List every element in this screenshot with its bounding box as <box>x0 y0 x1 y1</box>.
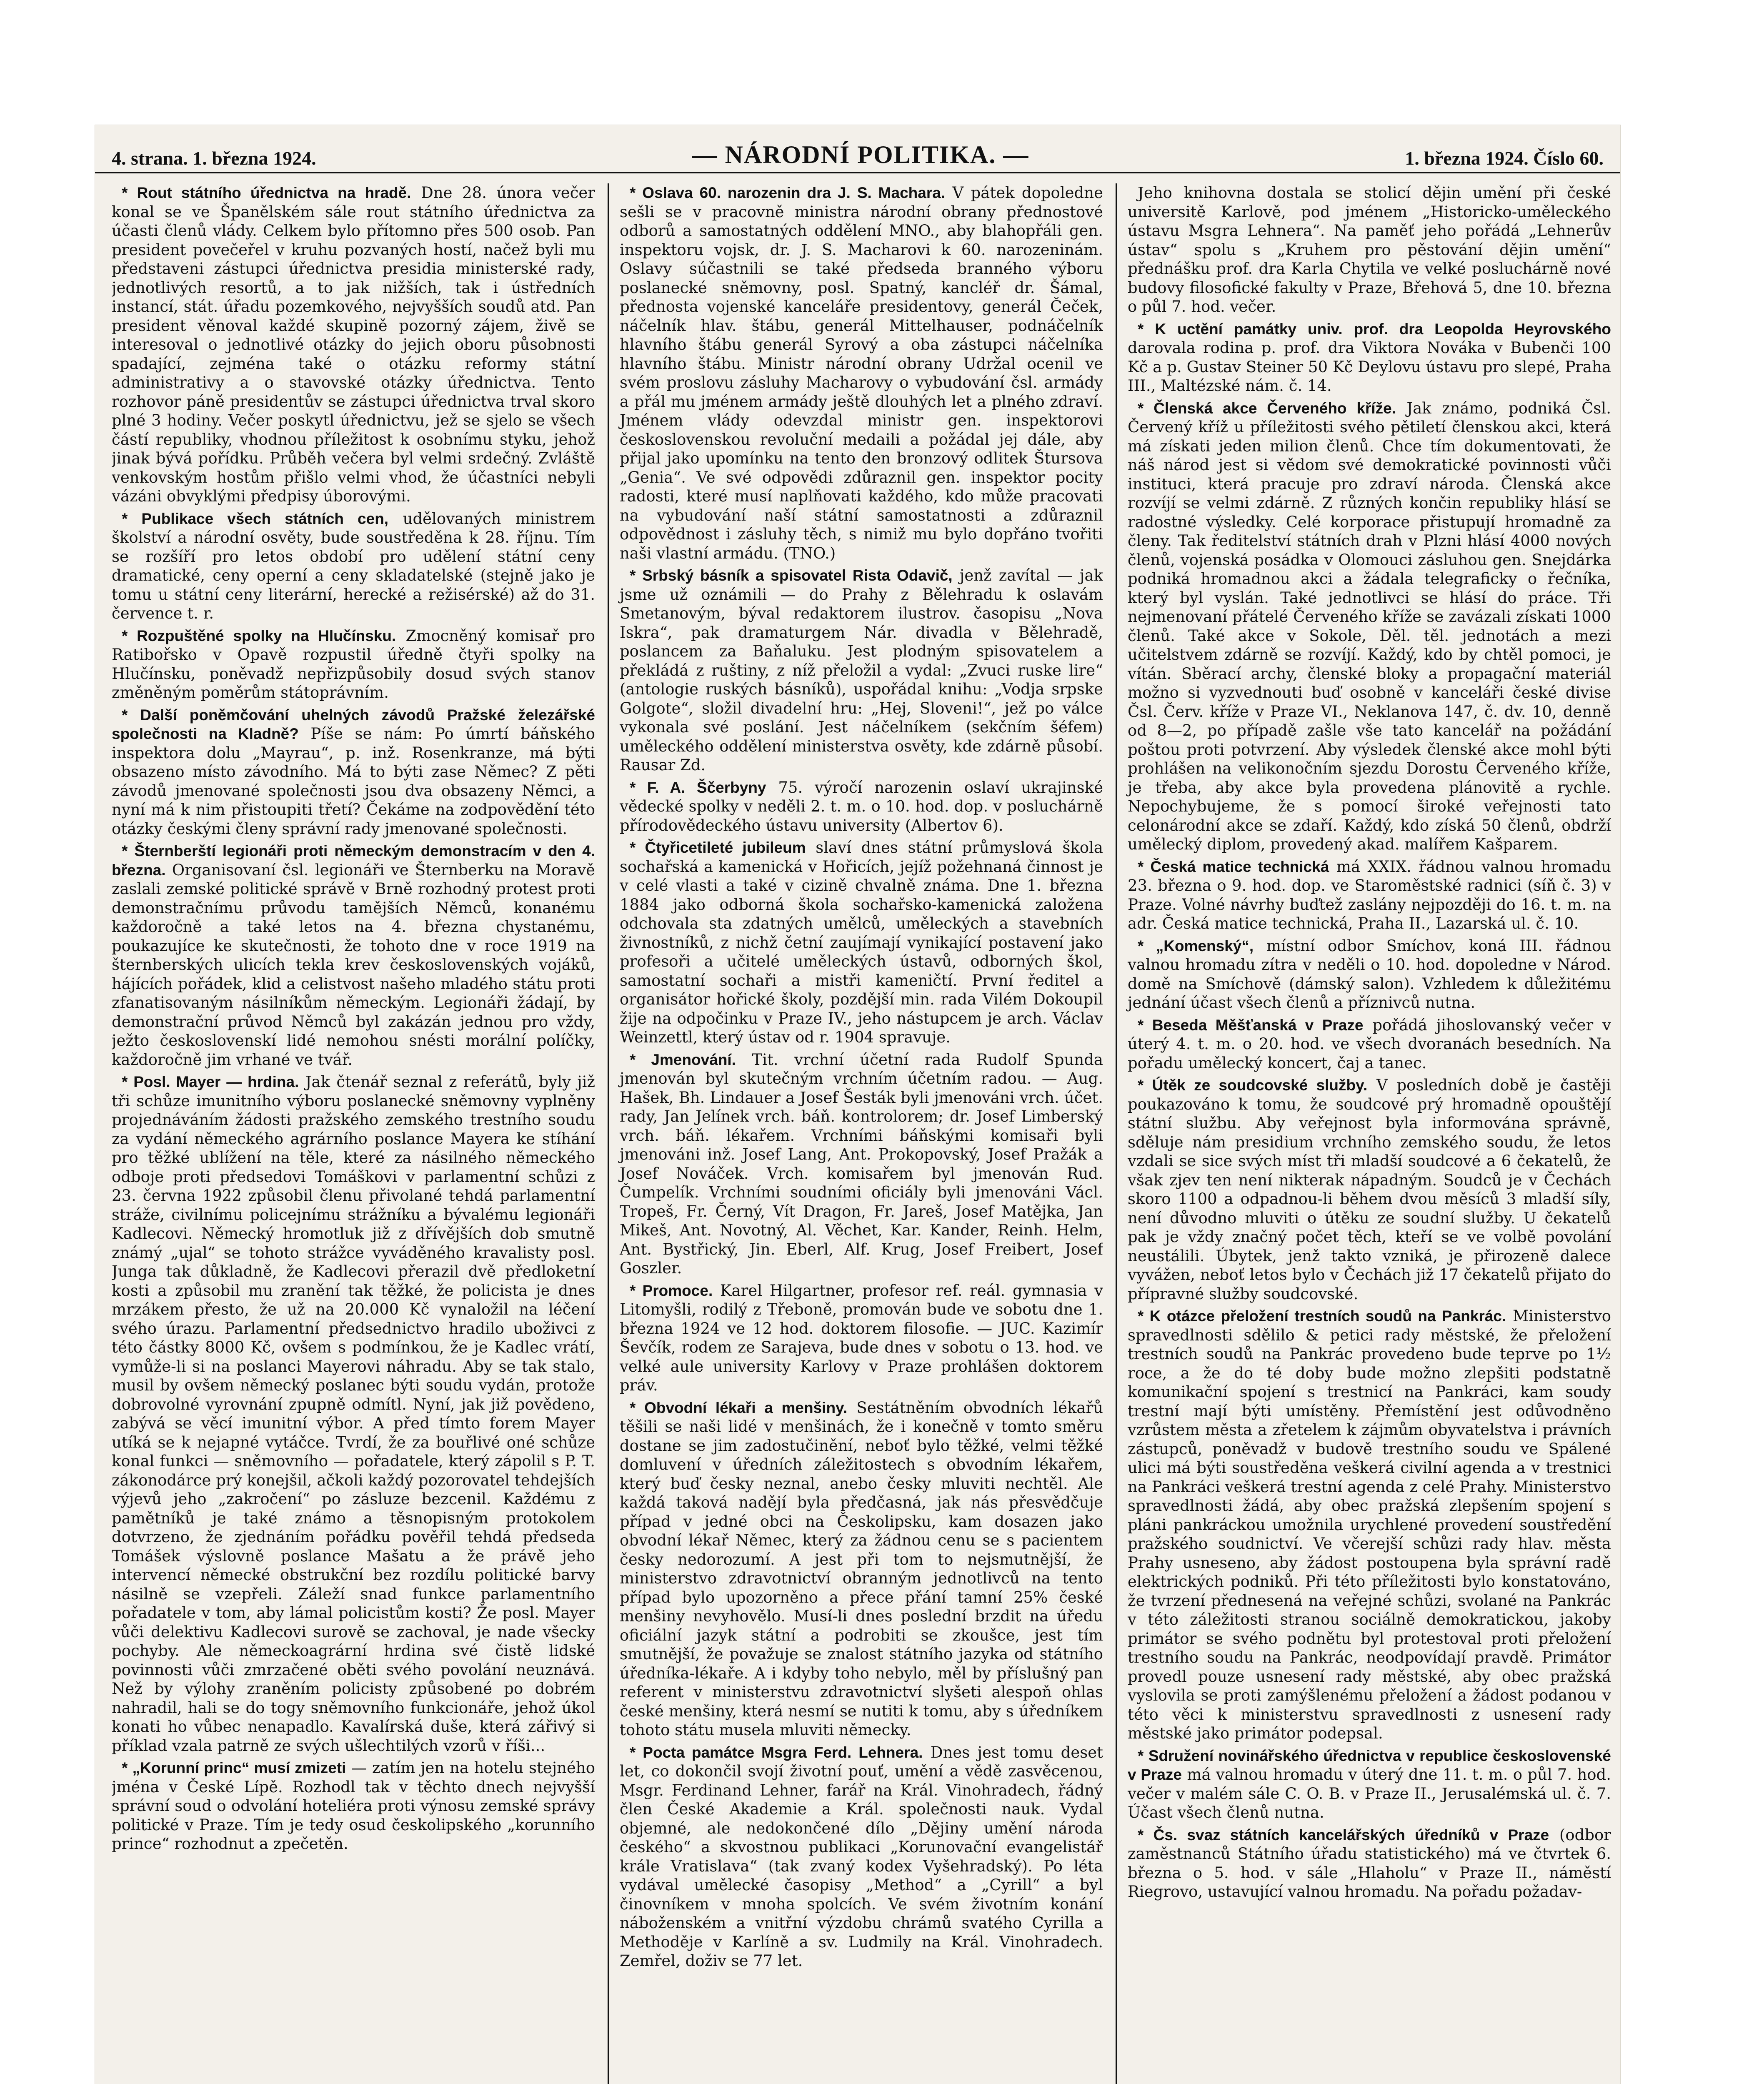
article-text: darovala rodina p. prof. dra Viktora Nováka v Bubenči 100 Kč a p. Gustav Steiner 50 Kč Deylovu ústavu pro slepé, Praha III., Maltézské nám. č. 14. <box>1128 339 1611 395</box>
article <box>1128 1746 1611 1822</box>
article-text: 75. výročí narozenin oslaví ukrajinské vědecké spolky v neděli 2. t. m. o 10. hod. dop. v posluchárně přírodovědeckého ústavu university (Albertov 6). <box>620 778 1103 834</box>
article-text: — zatím jen na hotelu stejného jména v České Lípě. Rozhodl tak v těchto dnech nejvyšší správní soud o odvolání hoteliéra proti výnosu zemské správy politické v Praze. Tím je tedy osud českolipského „korunního prince“ rozhodnut a zpečetěn. <box>112 1759 595 1853</box>
article <box>112 1758 595 1854</box>
article <box>1128 1826 1611 1901</box>
article-text: Tit. vrchní účetní rada Rudolf Spunda jmenován byl skutečným vrchním účetním radou. — Aug. Hašek, Bh. Lindauer a Josef Šesták byli jmenováni vrch. účet. rady, Jan Jelínek vrch. báň. kontrolorem; dr. Josef Limberský vrch. báň. lékařem. Vrchními báňskými komisaři byli jmenováni inž. Josef Lang, Ant. Prokopovský, Josef Pražák a Josef Nováček. Vrch. komisařem byl jmenován Rud. Čumpelík. Vrchními soudními oficiály byli jmenováni Václ. Tropeš, Fr. Černý, Vít Dragon, Fr. Jareš, Josef Matějka, Jan Mikeš, Ant. Novotný, Al. Věchet, Kar. Kander, Reinh. Helm, Ant. Bystřický, Jin. Eberl, Alf. Krug, Josef Freibert, Josef Goszler. <box>620 1050 1103 1277</box>
article <box>112 842 595 1069</box>
article-text: Jeho knihovna dostala se stolicí dějin umění při české universitě Karlově, pod jménem „Historicko-uměleckého ústavu Msgra Lehnera“. Na paměť jeho pořádá „Lehnerův ústav“ spolu s „Kruhem pro pěstování dějin umění“ přednášku prof. dra Karla Chytila ve velké posluchárně nové budovy filosofické fakulty v Praze, Břehová 5, dne 10. března o půl 7. hod. večer. <box>1128 184 1611 316</box>
article-text: Karel Hilgartner, profesor ref. reál. gymnasia v Litomyšli, rodilý z Třeboně, promován bude ve sobotu dne 1. března 1924 ve 12 hod. doktorem filosofie. — JUC. Kazimír Ševčík, rodem ze Sarajeva, bude dnes v sobotu o 13. hod. ve velké aule university Karlovy v Praze prohlášen doktorem práv. <box>620 1281 1103 1394</box>
article-heading: * Členská akce Červeného kříže. <box>1138 399 1396 417</box>
article-heading: * Publikace všech státních cen, <box>122 510 389 527</box>
article-heading: * Promoce. <box>630 1282 713 1299</box>
article <box>1128 320 1611 396</box>
header-page-date: 4. strana. 1. března 1924. <box>112 148 316 169</box>
article-text: Dne 28. února večer konal se ve Španělském sále rout státního úřednictva za účasti členů vlády. Celkem bylo přítomno přes 500 osob. Pan president povečeřel v kruhu pozvaných hostí, načež byli mu představeni zástupci úřednictva presidia ministerské rady, jednotlivých resortů, a to jak nižších, tak i ústředních instancí, stát. úřadu pozemkového, nejvyšších soudů atd. Pan president věnoval každé skupině pozorný zájem, živě se interesoval o jednotlivé otázky do jejich oboru působnosti spadající, zejména také o otázku reformy státní administrativy a o stavovské otázky úřednictva. Tento rozhovor páně presidentův se zástupci úřednictva trval skoro plné 3 hodiny. Večer poskytl úřednictvu, jež se sjelo se všech částí republiky, vhodnou příležitost k osobnímu styku, jehož jinak bývá pořídku. Průběh večera byl velmi srdečný. Zvláště venkovským hostům přišlo velmi vhod, že účastníci nebyli vázáni obvyklými předpisy úborovými. <box>112 184 595 505</box>
header-date-issue: 1. března 1924. Číslo 60. <box>1405 148 1604 169</box>
article-heading: * Rozpuštěné spolky na Hlučínsku. <box>122 627 396 644</box>
article-text: má valnou hromadu v úterý dne 11. t. m. o půl 7. hod. večer v malém sále C. O. B. v Praze II., Jerusalémská ul. č. 7. Účast všech členů nutna. <box>1128 1766 1611 1821</box>
article-heading: * K otázce přeložení trestních soudů na Pankrác. <box>1138 1308 1506 1325</box>
article-heading: * Jmenování. <box>630 1051 736 1068</box>
article-heading: * Rout státního úřednictva na hradě. <box>122 184 411 201</box>
article <box>1128 1016 1611 1073</box>
article-heading: * K uctění památky univ. prof. dra Leopolda Heyrovského <box>1138 320 1611 338</box>
article-heading: * Čs. svaz státních kancelářských úředníků v Praze <box>1138 1826 1549 1844</box>
article <box>620 1743 1103 1971</box>
article <box>112 626 595 702</box>
article-heading: * Čtyřicetileté jubileum <box>630 839 806 856</box>
article-text: Sestátněním obvodních lékařů těšili se naši lidé v menšinách, že i konečně v tomto směru dostane se jim zadostučinění, neboť bylo těžké, velmi těžké domluvení v úředních záležitostech s obvodním lékařem, který buď česky neznal, anebo česky mluviti nechtěl. Ale každá taková nadějí byla předčasná, jak nás přesvědčuje případ v jedné obci na Českolipsku, kam dosazen jako obvodní lékař Němec, který za žádnou cenu se s pacientem česky nedorozumí. A jest při tom to nejsmutnější, že ministerstvo zdravotnictví obranným jednotlivců na tento případ bylo upozorněno a přece přání tamní 25% české menšiny nevyhovělo. Musí-li dnes poslední brzdit na úředu oficiální jazyk státní a podrobiti se zkoušce, jest tím smutnější, že považuje se znalost státního jazyka od státního úředníka-lékaře. A i kdyby toho nebylo, měl by příslušný pan referent v ministerstvu zdravotnictví slyšeti alespoň ohlas české menšiny, která nesmí se nutiti k tomu, aby s úředníkem tohoto státu musela mluviti německy. <box>620 1398 1103 1739</box>
newspaper-page <box>95 125 1620 2084</box>
article-heading: * Česká matice technická <box>1138 858 1329 875</box>
article-heading: * Oslava 60. narozenin dra J. S. Machara. <box>630 184 946 201</box>
article-text: udělovaných ministrem školství a národní osvěty, bude soustředěna k 28. říjnu. Tím se rozšíří pro letos období pro udělení státní ceny dramatické, ceny operní a ceny skladatelské (stejně jako je tomu u státní ceny literární, herecké a režisérské) až do 31. července t. r. <box>112 509 595 622</box>
article <box>1128 1076 1611 1303</box>
article <box>620 183 1103 563</box>
article <box>1128 399 1611 854</box>
article <box>1128 183 1611 316</box>
article-text: Píše se nám: Po úmrtí báňského inspektora dolu „Mayrau“, p. inž. Rosenkranze, má býti obsazeno místo závodního. Má to býti zase Němec? Z pěti závodů jmenované společnosti jsou dva obsazeny Němci, a nyní má k nim přistoupiti třetí? Čekáme na zodpovědění této otázky českými členy správní rady jmenované společnosti. <box>112 725 595 838</box>
article <box>620 566 1103 775</box>
article-heading: * „Komenský“, <box>1138 937 1254 954</box>
article-heading: * Útěk ze soudcovské služby. <box>1138 1077 1368 1094</box>
article-text: má XXIX. řádnou valnou hromadu 23. března o 9. hod. dop. ve Staroměstské radnici (síň č. 3) v Praze. Volné návrhy buďtež zaslány nejpozději do 16. t. m. na adr. Česká matice technická, Praha II., Lazarská ul. č. 10. <box>1128 857 1611 932</box>
article-heading: * F. A. Ščerbyny <box>630 779 766 796</box>
page-header <box>95 136 1620 169</box>
article-text: V pátek dopoledne sešli se v pracovně ministra národní obrany přednostové odborů a samostatných oddělení MNO., aby blahopřáli gen. inspektoru vojsk, dr. J. S. Macharovi k 60. narozeninám. Oslavy súčastnili se také předseda branného výboru poslanecké sněmovny, posl. Spatný, kancléř dr. Šámal, přednosta vojenské kanceláře presidentovy, generál Čeček, náčelník hlav. štábu, generál Mittelhauser, podnáčelník hlavního štábu generál Syrový a oba zástupci náčelníka hlavního štábu. Ministr národní obrany Udržal ocenil ve svém proslovu zásluhy Macharovy o vybudování čsl. armády a přál mu jménem armády ještě dlouhých let a plného zdraví. Jménem vlády odevzdal ministr gen. inspektorovi československou revoluční medaili a požádal jej dále, aby přijal jako upomínku na tento den bronzový odlitek Štursova „Genia“. Ve své odpovědi zdůraznil gen. inspektor pocity radosti, které musí naplňovati každého, kdo může pracovati na vybudování naší státní samostatnosti a zdůraznil odpovědnost i zásluhy těch, s nimiž mu bylo dopřáno tvořiti naši vlastní armádu. (TNO.) <box>620 184 1103 562</box>
article <box>112 183 595 506</box>
article <box>620 1050 1103 1278</box>
article-text: Jak známo, podniká Čsl. Červený kříž u příležitosti svého pětiletí členskou akci, která má získati jeden milion členů. Chce tím dokumentovati, že náš národ jest si vědom své demokratické povinnosti vůči instituci, která pracuje pro zdraví národa. Členská akce rozvíjí se velmi zdárně. Z různých končin republiky hlásí se radostné výsledky. Celé korporace přistupují hromadně za členy. Tak ředitelství státních drah v Plzni hlásí 4000 nových členů, vojenská posádka v Olomouci zásluhou gen. Snejdárka podniká hromadnou akci a žádala telegraficky o řečníka, který byl vyslán. Také jednotlivci se hlásí do práce. Tři nejmenovaní přátelé Červeného kříže se zavázali získati 1000 členů. Také akce v Sokole, Děl. těl. jednotách a mezi učitelstvem zdárně se rozvíjí. Každý, kdo by chtěl pomoci, je vítán. Sběrací archy, členské bloky a propagační materiál možno si vyzvednouti buď osobně v kanceláři české divise Čsl. Červ. kříže v Praze VI., Neklanova 147, č. dv. 10, denně od 8—2, po případě zašle vše tato kancelář na požádání poštou proti potvrzení. Aby výsledek členské akce mohl býti prohlášen na velikonočním sjezdu Dorostu Červeného kříže, je třeba, aby akce byla provedena plánovitě a rychle. Nepochybujeme, že s pomocí široké veřejnosti tato celonárodní akce se zdaří. Každý, kdo získá 50 členů, obdrží umělecký diplom, provedený akad. malířem Kašparem. <box>1128 399 1611 853</box>
article <box>620 1398 1103 1740</box>
article-text: Dnes jest tomu deset let, co dokončil svojí životní pouť, umění a vědě zasvěcenou, Msgr. Ferdinand Lehner, farář na Král. Vinohradech, řádný člen České Akademie a Král. společnosti nauk. Vydal objemné, ale nedokončené dílo „Dějiny umění národa českého“ a skvostnou publikaci „Korunovační evangelistář krále Vratislava“ (tak zvaný kodex Vyšehradský). Po léta vydával umělecké časopisy „Method“ a „Cyrill“ a byl činovníkem v mnoha spolcích. Ve svém životním konání náboženském a vnitřní výzdobu chrámů svatého Cyrilla a Methoděje v Karlíně a sv. Ludmily na Král. Vinohradech. Zemřel, doživ se 77 let. <box>620 1743 1103 1970</box>
article-heading: * Obvodní lékaři a menšiny. <box>630 1399 848 1416</box>
article <box>1128 937 1611 1012</box>
article <box>112 1072 595 1755</box>
newspaper-title: — NÁRODNÍ POLITIKA. — <box>692 141 1029 168</box>
article-heading: * Beseda Měšťanská v Praze <box>1138 1016 1364 1034</box>
article-text: pořádá jihoslovanský večer v úterý 4. t. m. o 20. hod. ve všech dvoranách besedních. Na pořadu umělecký koncert, čaj a tanec. <box>1128 1016 1611 1072</box>
column-2 <box>608 183 1103 2084</box>
article-text: jenž zavítal — jak jsme už oznámili — do Prahy z Bělehradu k oslavám Smetanovým, býval redaktorem ilustrov. časopisu „Nova Iskra“, pak dramaturgem Nár. divadla v Bělehradě, poslancem za Baňaluku. Jest plodným spisovatelem a překládá z ruštiny, z níž přeložil a vydal: „Zvuci ruske lire“ (antologie ruských básníků), uspořádal knihu: „Vodja srpske Golgote“, složil divadelní hru: „Hej, Sloveni!“, jež po válce vykonala své poslání. Jest náčelníkem (sekčním šéfem) uměleckého oddělení ministerstva osvěty, kde zdárně působí. Rausar Zd. <box>620 566 1103 774</box>
article <box>1128 1307 1611 1743</box>
header-rule <box>95 172 1620 173</box>
article-text: slaví dnes státní průmyslová škola sochařská a kamenická v Hořicích, jejíž požehnaná činnost je v celé vlasti a také v cizině chvalně známa. Dne 1. března 1884 jako odborná škola sochařsko-kamenická založena odchovala sta zdatných umělců, uměleckých a stavebních živnostníků, z nichž četní zaujímají vynikající postavení jako profesoři a učitelé uměleckých ústavů, odborných škol, samostatní sochaři a mistři kameničtí. První ředitel a organisátor hořické školy, pozdější min. rada Vilém Dokoupil žije na odpočinku v Praze IV., jeho nástupcem je arch. Václav Weinzettl, který ústav od r. 1904 spravuje. <box>620 839 1103 1046</box>
article <box>620 1281 1103 1395</box>
article-text: Ministerstvo spravedlnosti sdělilo & petici rady městské, že přeložení trestních soudů na Pankrác provedeno bude teprve po 1½ roce, a že do té doby bude možno zlepšiti podstatně komunikační spojení s trestnicí na Pankráci, kam soudy trestní mají býti umístěny. Přemístění jest odůvodněno vzrůstem města a zřetelem k zájmům obyvatelstva i právních zástupců, poněvadž v budově trestního soudu ve Spálené ulici má býti soustředěna veškerá civilní agenda a v trestnici na Pankráci veškerá trestní agenda z celé Prahy. Ministerstvo spravedlnosti žádá, aby obec pražská zlepšením spojení s pláni pankráckou umožnila urychlené provedení soustředění pražského soudnictví. Ve včerejší schůzi rady hlav. města Prahy usneseno, aby žádost postoupena byla správní radě elektrických podniků. Při této příležitosti bylo konstatováno, že tvrzení přednesená na veřejné schůzi, svolané na Pankrác v této záležitosti stranou sociálně demokratickou, jakoby primátor se svého podnětu byl protestoval proti přeložení trestního soudu na Pankrác, neodpovídají pravdě. Primátor provedl pouze usnesení rady městské, aby obec pražská vyslovila se proti zamýšlenému přeložení a žádost podanou v této věci k ministerstvu spravedlnosti z usnesení rady městské jako primátor podepsal. <box>1128 1307 1611 1742</box>
article-heading: * Sdružení novinářského úřednictva v republice československé v Praze <box>1128 1747 1611 1783</box>
article-text: (odbor zaměstnanců Státního úřadu statistického) má ve čtvrtek 6. března o 5. hod. v sále „Hlaholu“ v Praze II., náměstí Riegrovo, ustavující valnou hromadu. Na pořadu požadav- <box>1128 1826 1611 1901</box>
article-heading: * Pocta památce Msgra Ferd. Lehnera. <box>630 1743 923 1761</box>
article-heading: * Šternberští legionáři proti německým demonstracím v den 4. března. <box>112 842 595 879</box>
article-text: Jak čtenář seznal z referátů, byly již tři schůze imunitního výboru poslanecké sněmovny vyplněny projednáváním žádosti pražského zemského trestního soudu za vydání německého agrárního poslance Mayera ke stíhání pro těžké ublížení na těle, které za násilného německého odboje proti předsedovi Tomáškovi v parlamentní schůzi z 23. června 1922 způsobil členu přivolané tehdá parlamentní stráže, civilnímu policejnímu strážníku a bývalému legionáři Kadlecovi. Německý hromotluk již z dřívějších dob smutně známý „ujal“ se tohoto strážce vyváděného kravalisty posl. Junga tak důkladně, že Kadlecovi přerazil dvě předloketní kosti a způsobil mu zranění tak těžké, že policista je dnes mrzákem přesto, že už na 20.000 Kč vynaložil na léčení svého úrazu. Parlamentní předsednictvo hradilo uboživci z této částky 8000 Kč, ovšem s podmínkou, že je Kadlec vrátí, vymůže-li si na poslanci Mayerovi náhradu. Aby se tak stalo, musil by ovšem německý poslanec býti soudu vydán, protože dobrovolné vyrovnání zpupně odmítl. Nyní, jak již povědeno, zabývá se věcí imunitní výbor. A před tímto forem Mayer utíká se k nejapné vytáčce. Tvrdí, že za bouřlivé oné schůze konal funkci — sněmovního — pořadatele, který zápolil s P. T. zákonodárce prý konejšil, ačkoli každý pozorovatel tehdejších výjevů jeho „zakročení“ po zásluze bezcenil. Každému z pamětníků je také známo a těsnopisným protokolem dotvrzeno, že zjednáním pořádku pověřil tehdá předseda Tomášek výslovně poslance Mašatu a že právě jeho intervencí německé obstrukční bez rozdílu politické barvy násilně se vzepřeli. Záleží snad funkce parlamentního pořadatele v tom, aby lámal policistům kosti? Že posl. Mayer vůči delektivu Kadlecovi surově se zachoval, je nade všecky pochyby. Ale německoagrární hrdina své čistě lidské povinnosti vůči zmrzačené oběti svého povolání neuznává. Než by výlohy zraněním policisty způsobené po dobrém nahradil, hali se do togy sněmovního funkcionáře, jehož úkol konati ho vůbec nenapadlo. Kavalírská duše, která zářivý si příklad vzala patrně ze svých ušlechtilých vzorů v říši... <box>112 1073 595 1755</box>
article-text: V posledních době je častěji poukazováno k tomu, že soudcové prý hromadně opouštějí státní službu. Aby veřejnost byla informována správně, sděluje nám presidium vrchního zemského soudu, že letos vzdali se sice svých míst tři mladší soudcové a 6 čekatelů, že však zjev ten není nikterak nápadným. Soudců je v Čechách skoro 1100 a odpadnou-li během dvou měsíců 3 mladší síly, není důvodno mluviti o útěku ze soudní služby. U čekatelů pak je vždy značný počet těch, kteří se ve volbě povolání neustálili. Úbytek, jenž takto vzniká, je přirozeně dalece vyvážen, neboť letos bylo v Čechách již 17 čekatelů přijato do přípravné služby soudcovské. <box>1128 1076 1611 1303</box>
article-text: Organisovaní čsl. legionáři ve Šternberku na Moravě zaslali zemské politické správě v Brně rozhodný protest proti demonstračnímu průvodu tamějších Němců, konanému každoročně a také letos na 4. března chystanému, poukazujíce ke skutečnosti, že tohoto dne v roce 1919 na šternberských ulicích tekla krev československých vojáků, hájících pořádek, klid a celistvost našeho mladého státu proti zfanatisovaným násilníkům německým. Legionáři žádají, by demonstrační průvod Němců byl zakázán jednou pro vždy, ježto československí lidé nemohou snésti morální políčky, každoročně jim vrhané ve tvář. <box>112 861 595 1069</box>
column-3 <box>1116 183 1611 2084</box>
article-text: místní odbor Smíchov, koná III. řádnou valnou hromadu zítra v neděli o 10. hod. dopoledne v Národ. domě na Smíchově (dámský salon). Vzhledem k důležitému jednání účast všech členů a příznivců nutna. <box>1128 937 1611 1012</box>
article-heading: * „Korunní princ“ musí zmizeti <box>122 1759 346 1776</box>
article-heading: * Srbský básník a spisovatel Rista Odavič, <box>630 567 953 584</box>
article-columns <box>112 183 1612 2084</box>
article <box>620 778 1103 835</box>
article-heading: * Další poněmčování uhelných závodů Pražské železářské společnosti na Kladně? <box>112 706 595 742</box>
column-1 <box>112 183 595 2084</box>
article <box>112 706 595 839</box>
article <box>112 509 595 623</box>
article-text: Zmocněný komisař pro Ratibořsko v Opavě rozpustil úředně čtyři spolky na Hlučínsku, poněvadž nepřizpůsobily dosud svých stanov změněným poměrům státoprávním. <box>112 626 595 701</box>
article <box>1128 857 1611 933</box>
article <box>620 838 1103 1047</box>
article-heading: * Posl. Mayer — hrdina. <box>122 1073 299 1090</box>
